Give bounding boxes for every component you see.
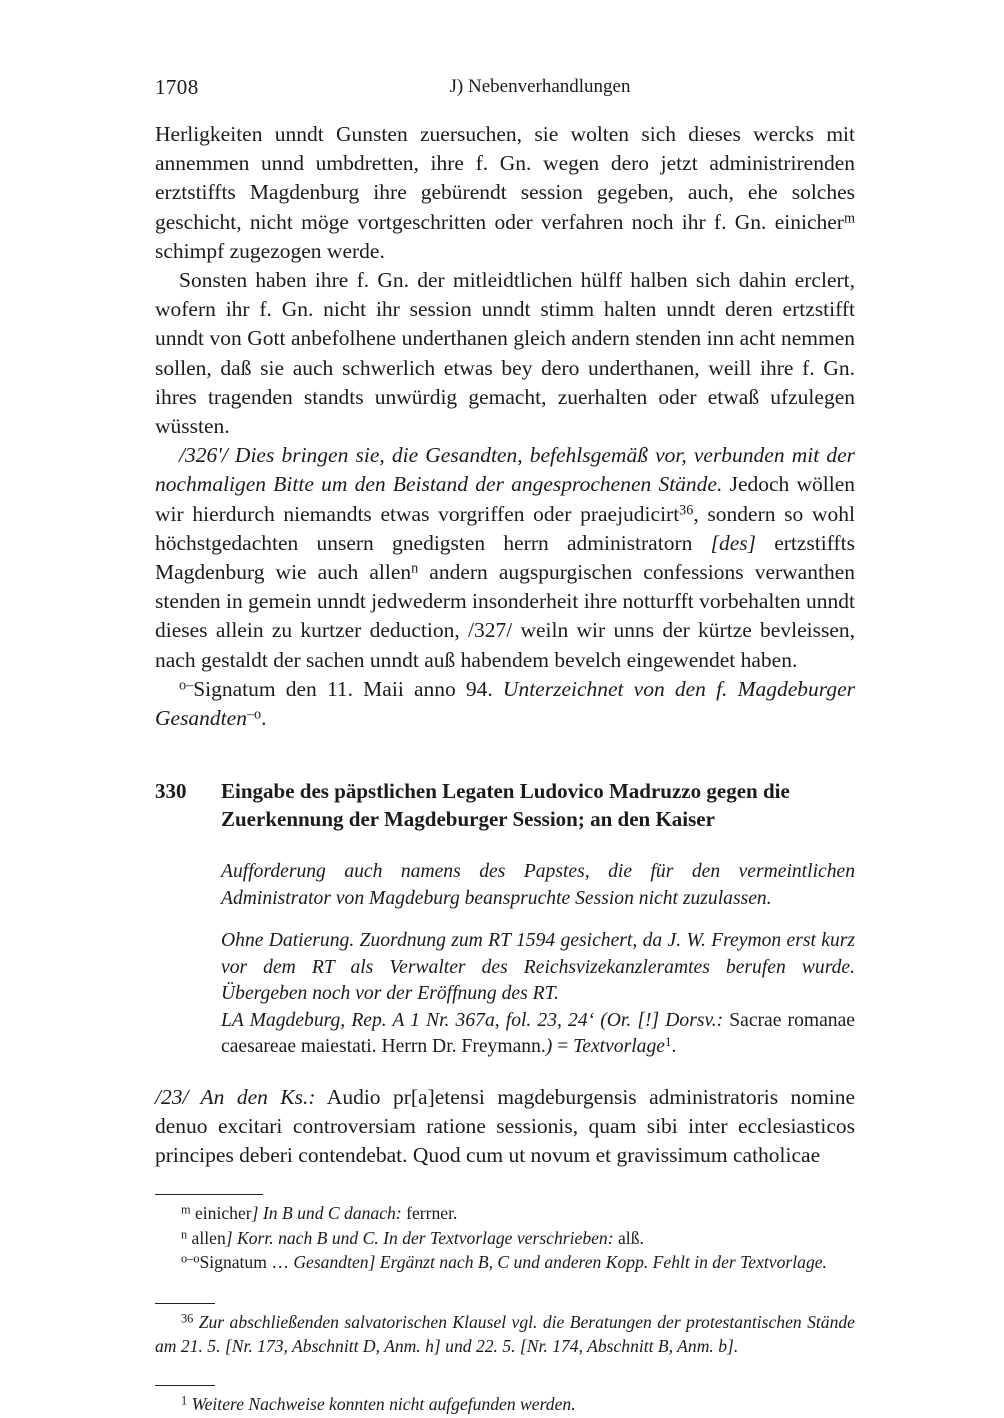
source-equals: = (552, 1036, 574, 1058)
critical-note-o-lemma: Signatum … (199, 1252, 294, 1273)
paragraph-4-signature (155, 675, 855, 733)
footnote-1 (155, 1392, 855, 1417)
footnote-separator-rule (155, 1194, 263, 1195)
page-content (155, 72, 855, 1416)
footnote-separator-rule-1 (155, 1385, 215, 1386)
section-heading (155, 777, 855, 833)
footnote-group-36 (155, 1303, 855, 1359)
section-title: Eingabe des päpstlichen Legaten Ludovico Madruzzo gegen die Zuerkennung der Magdeburger Session; an den Kaiser (221, 779, 790, 832)
paragraph-4-tail: . (261, 706, 267, 731)
critical-note-o-bracket: ] (368, 1252, 376, 1273)
page-number: 1708 (155, 75, 199, 99)
paragraph-1-text: Herligkeiten unndt Gunsten zuersuchen, sie wolten sich dieses wercks mit annemmen unnd umbdretten, ihre f. Gn. wegen dero jetzt administrirenden erztstiffts Magdenburg ihre gebürendt session gegeben, auch, ehe solches geschicht, nicht möge vortgeschritten oder verfahren noch ihr f. Gn. einicher (155, 122, 855, 234)
critical-note-n-marker: n (181, 1227, 188, 1242)
critical-note-n-bracket: ] (225, 1227, 233, 1248)
critical-note-n (155, 1226, 855, 1251)
regest-source (221, 1008, 855, 1061)
critical-note-n-lemma: allen (187, 1227, 226, 1248)
running-head (155, 72, 855, 102)
section-number: 330 (155, 779, 187, 804)
footnote-36-marker: 36 (181, 1311, 194, 1326)
paragraph-2: Sonsten haben ihre f. Gn. der mitleidtlichen hülff halben sich dahin erclert, wofern ihr f. Gn. nicht ihr session unndt stimm halten unndt deren ertzstifft unndt von Gott anbefolhene underthanen gleich andern stenden inn acht nemmen sollen, daß sie auch schwerlich etwas bey dero underthanen, weill ihre f. Gn. ihres tragenden standts unwürdig gemacht, zuerhalten oder etwaß ufzulegen wüssten. (155, 268, 855, 439)
paragraph-3-des: [des] (710, 530, 756, 555)
latin-text-block (155, 1083, 855, 1171)
source-close-paren: ) (545, 1036, 553, 1058)
critical-note-m-bracket: ] (251, 1203, 259, 1224)
latin-page-mark: /23/ (155, 1084, 201, 1109)
critical-note-m-comment: In B und C danach: (258, 1203, 402, 1224)
regest-summary: Aufforderung auch namens des Papstes, die für den vermeintlichen Administrator von Magdeburg beanspruchte Session nicht zuzulassen. (221, 861, 855, 909)
paragraph-3-c: ertzstiffts Magdenburg wie auch allen (155, 530, 856, 585)
source-shelfmark: LA Magdeburg, Rep. A 1 Nr. 367a, fol. 23, 24‘ (Or. [!] Dorsv.: (221, 1009, 724, 1031)
critical-note-o (155, 1250, 855, 1275)
critical-note-m (155, 1201, 855, 1226)
footnote-1-marker: 1 (181, 1393, 188, 1408)
paragraph-1-tail: schimpf zugezogen werde. (155, 238, 385, 263)
footnote-separator-rule-36 (155, 1303, 215, 1304)
footnote-1-text: Weitere Nachweise konnten nicht aufgefunden werden. (191, 1393, 576, 1414)
critical-note-o-lemma-italic: Gesandten (293, 1252, 369, 1273)
critical-ref-n: n (411, 560, 419, 577)
critical-ref-m: m (843, 210, 855, 227)
body-text-block (155, 120, 855, 733)
critical-note-m-marker: m (181, 1202, 191, 1217)
critical-note-o-comment: Ergänzt nach B, C und anderen Kopp. Fehlt in der Textvorlage. (375, 1252, 827, 1273)
source-textvorlage: Textvorlage (573, 1036, 665, 1058)
source-tail: . (671, 1036, 677, 1058)
footnote-ref-1: 1 (664, 1034, 672, 1050)
footnote-36-text: Zur abschließenden salvatorischen Klausel vgl. die Beratungen der protestantischen Stände am 21. 5. [Nr. 173, Abschnitt D, Anm. h] und 22. 5. [Nr. 174, Abschnitt B, Anm. b]. (155, 1311, 855, 1357)
critical-note-o-marker: o–o (181, 1251, 200, 1266)
paragraph-3-regest-italic: /326'/ Dies bringen sie, die Gesandten, befehlsgemäß vor, verbunden mit der nochmaligen Bitte um den Beistand der angesprochenen Stände. (155, 443, 855, 497)
critical-note-n-reading: alß. (613, 1227, 644, 1248)
critical-note-n-comment: Korr. nach B und C. In der Textvorlage verschrieben: (232, 1227, 614, 1248)
regest-block (221, 859, 855, 1061)
running-head-title: J) Nebenverhandlungen (449, 76, 631, 97)
critical-note-m-lemma: einicher (190, 1203, 252, 1224)
footnote-36 (155, 1310, 855, 1359)
critical-ref-o-close: –o (246, 706, 262, 723)
latin-body: Audio pr[a]etensi magdeburgensis administratoris nomine denuo excitari controversiam ratione sessionis, quam sibi inter ecclesiasticos principes deberi contendebat. Quod cum ut novum et gravissimum catholicae (155, 1084, 855, 1168)
footnote-ref-36: 36 (679, 502, 694, 519)
regest-datation: Ohne Datierung. Zuordnung zum RT 1594 gesichert, da J. W. Freymon erst kurz vor dem RT als Verwalter des Reichsvizekanzleramtes berufen wurde. Übergeben noch vor der Eröffnung des RT. (221, 930, 855, 1005)
critical-note-m-reading: ferrner. (401, 1203, 458, 1224)
footnote-group-1 (155, 1385, 855, 1417)
paragraph-1 (155, 120, 855, 266)
paragraph-3-d: andern augspurgischen confessions verwanthen stenden in gemein unndt jedwederm insonderheit ihre notturfft vorbehalten unndt dieses allein zu kurtzer deduction, /327/ weiln wir unns der kürtze bevleissen, nach gestaldt der sachen unndt auß habendem bevelch eingewendet haben. (155, 560, 855, 672)
paragraph-3 (155, 441, 855, 675)
paragraph-4-italic: Unterzeichnet von den f. Magdeburger Gesandten (155, 676, 855, 731)
paragraph-4-a: Signatum den 11. Maii anno 94. (193, 676, 503, 701)
latin-paragraph (155, 1083, 855, 1171)
critical-ref-o-open: o– (179, 677, 194, 694)
critical-apparatus (155, 1194, 855, 1275)
paragraph-3-b: , sondern so wohl höchstgedachten unsern gnedigsten herrn administratorn (155, 501, 855, 555)
latin-addressee: An den Ks.: (200, 1084, 316, 1109)
paragraph-3-a: Jedoch wöllen wir hierdurch niemandts etwas vorgriffen oder praejudicirt (155, 472, 856, 526)
source-dorsal-note: Sacrae romanae caesareae maiestati. Herrn Dr. Freymann. (221, 1009, 855, 1058)
